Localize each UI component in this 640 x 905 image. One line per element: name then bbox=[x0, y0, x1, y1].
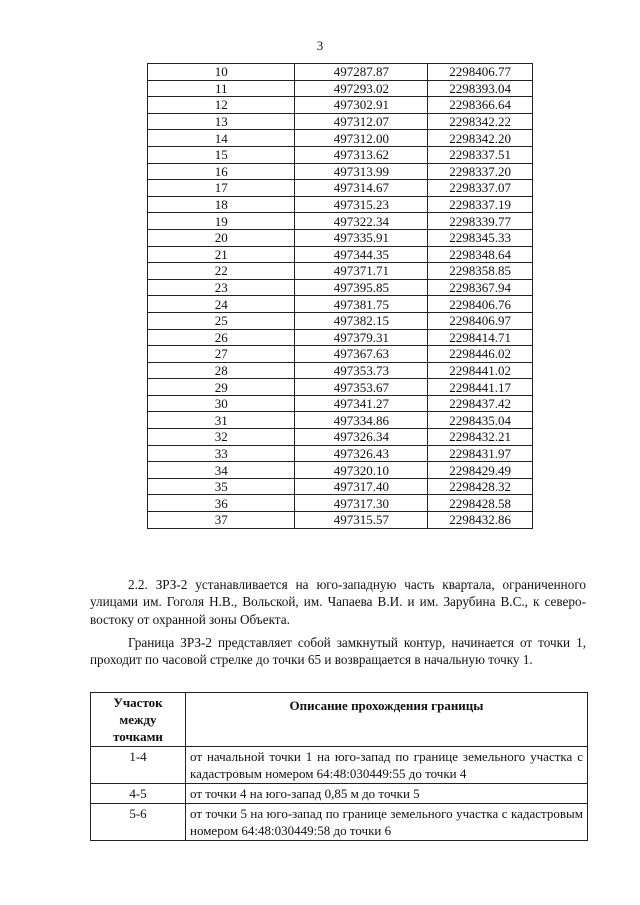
y-coordinate-cell: 2298441.02 bbox=[428, 362, 533, 379]
y-coordinate-cell: 2298437.42 bbox=[428, 395, 533, 412]
table-row bbox=[148, 263, 533, 280]
x-coordinate-cell: 497313.62 bbox=[295, 146, 428, 163]
table-row bbox=[148, 97, 533, 114]
y-coordinate-cell: 2298446.02 bbox=[428, 346, 533, 363]
y-coordinate-cell: 2298432.86 bbox=[428, 512, 533, 529]
point-number-cell: 33 bbox=[148, 445, 295, 462]
point-number-cell: 25 bbox=[148, 312, 295, 329]
segment-cell: 1-4 bbox=[91, 747, 186, 784]
table-row bbox=[148, 64, 533, 81]
page-number: 3 bbox=[316, 38, 324, 53]
table-row bbox=[148, 362, 533, 379]
x-coordinate-cell: 497320.10 bbox=[295, 462, 428, 479]
table-row bbox=[91, 784, 588, 804]
y-coordinate-cell: 2298432.21 bbox=[428, 429, 533, 446]
y-coordinate-cell: 2298406.77 bbox=[428, 64, 533, 81]
point-number-cell: 27 bbox=[148, 346, 295, 363]
table-row bbox=[148, 279, 533, 296]
point-number-cell: 13 bbox=[148, 113, 295, 130]
y-coordinate-cell: 2298337.07 bbox=[428, 180, 533, 197]
table-header-row bbox=[91, 693, 588, 747]
point-number-cell: 18 bbox=[148, 196, 295, 213]
x-coordinate-cell: 497313.99 bbox=[295, 163, 428, 180]
x-coordinate-cell: 497395.85 bbox=[295, 279, 428, 296]
x-coordinate-cell: 497326.34 bbox=[295, 429, 428, 446]
table-row bbox=[148, 229, 533, 246]
y-coordinate-cell: 2298406.97 bbox=[428, 312, 533, 329]
x-coordinate-cell: 497302.91 bbox=[295, 97, 428, 114]
table-row bbox=[148, 296, 533, 313]
x-coordinate-cell: 497381.75 bbox=[295, 296, 428, 313]
table-row bbox=[148, 213, 533, 230]
x-coordinate-cell: 497379.31 bbox=[295, 329, 428, 346]
y-coordinate-cell: 2298429.49 bbox=[428, 462, 533, 479]
y-coordinate-cell: 2298339.77 bbox=[428, 213, 533, 230]
point-number-cell: 15 bbox=[148, 146, 295, 163]
y-coordinate-cell: 2298441.17 bbox=[428, 379, 533, 396]
header-segment: Участок между точками bbox=[91, 693, 186, 747]
y-coordinate-cell: 2298428.58 bbox=[428, 495, 533, 512]
y-coordinate-cell: 2298393.04 bbox=[428, 80, 533, 97]
y-coordinate-cell: 2298342.22 bbox=[428, 113, 533, 130]
table-row bbox=[148, 346, 533, 363]
point-number-cell: 11 bbox=[148, 80, 295, 97]
paragraph-zrz2-location: 2.2. ЗРЗ-2 устанавливается на юго-западную часть квартала, ограниченного улицами им. Гоголя Н.В., Вольской, им. Чапаева В.И. и им. Зарубина В.С., к северо-востоку от охранной зоны Объекта. bbox=[90, 577, 586, 627]
table-row bbox=[148, 113, 533, 130]
point-number-cell: 35 bbox=[148, 478, 295, 495]
point-number-cell: 19 bbox=[148, 213, 295, 230]
y-coordinate-cell: 2298337.51 bbox=[428, 146, 533, 163]
x-coordinate-cell: 497312.00 bbox=[295, 130, 428, 147]
header-description: Описание прохождения границы bbox=[186, 693, 588, 747]
x-coordinate-cell: 497315.57 bbox=[295, 512, 428, 529]
x-coordinate-cell: 497382.15 bbox=[295, 312, 428, 329]
x-coordinate-cell: 497344.35 bbox=[295, 246, 428, 263]
table-row bbox=[148, 80, 533, 97]
y-coordinate-cell: 2298366.64 bbox=[428, 97, 533, 114]
x-coordinate-cell: 497367.63 bbox=[295, 346, 428, 363]
table-row bbox=[148, 445, 533, 462]
y-coordinate-cell: 2298358.85 bbox=[428, 263, 533, 280]
y-coordinate-cell: 2298337.20 bbox=[428, 163, 533, 180]
point-number-cell: 23 bbox=[148, 279, 295, 296]
table-row bbox=[91, 804, 588, 841]
y-coordinate-cell: 2298345.33 bbox=[428, 229, 533, 246]
x-coordinate-cell: 497287.87 bbox=[295, 64, 428, 81]
table-row bbox=[148, 412, 533, 429]
table-row bbox=[148, 180, 533, 197]
x-coordinate-cell: 497353.67 bbox=[295, 379, 428, 396]
table-row bbox=[148, 478, 533, 495]
y-coordinate-cell: 2298367.94 bbox=[428, 279, 533, 296]
x-coordinate-cell: 497326.43 bbox=[295, 445, 428, 462]
x-coordinate-cell: 497293.02 bbox=[295, 80, 428, 97]
table-row bbox=[148, 196, 533, 213]
table-row bbox=[91, 747, 588, 784]
point-number-cell: 12 bbox=[148, 97, 295, 114]
point-number-cell: 37 bbox=[148, 512, 295, 529]
point-number-cell: 29 bbox=[148, 379, 295, 396]
point-number-cell: 20 bbox=[148, 229, 295, 246]
table-row bbox=[148, 146, 533, 163]
y-coordinate-cell: 2298428.32 bbox=[428, 478, 533, 495]
boundary-description-table bbox=[90, 692, 588, 841]
y-coordinate-cell: 2298414.71 bbox=[428, 329, 533, 346]
y-coordinate-cell: 2298435.04 bbox=[428, 412, 533, 429]
table-row bbox=[148, 130, 533, 147]
table-row bbox=[148, 512, 533, 529]
x-coordinate-cell: 497317.40 bbox=[295, 478, 428, 495]
description-cell: от начальной точки 1 на юго-запад по границе земельного участка с кадастровым номером 64:48:030449:55 до точки 4 bbox=[186, 747, 588, 784]
x-coordinate-cell: 497371.71 bbox=[295, 263, 428, 280]
table-row bbox=[148, 246, 533, 263]
x-coordinate-cell: 497322.34 bbox=[295, 213, 428, 230]
description-cell: от точки 5 на юго-запад по границе земельного участка с кадастровым номером 64:48:030449:58 до точки 6 bbox=[186, 804, 588, 841]
table-row bbox=[148, 163, 533, 180]
description-cell: от точки 4 на юго-запад 0,85 м до точки 5 bbox=[186, 784, 588, 804]
point-number-cell: 34 bbox=[148, 462, 295, 479]
point-number-cell: 10 bbox=[148, 64, 295, 81]
point-number-cell: 24 bbox=[148, 296, 295, 313]
table-row bbox=[148, 379, 533, 396]
point-number-cell: 31 bbox=[148, 412, 295, 429]
x-coordinate-cell: 497315.23 bbox=[295, 196, 428, 213]
x-coordinate-cell: 497335.91 bbox=[295, 229, 428, 246]
segment-cell: 5-6 bbox=[91, 804, 186, 841]
y-coordinate-cell: 2298348.64 bbox=[428, 246, 533, 263]
y-coordinate-cell: 2298337.19 bbox=[428, 196, 533, 213]
point-number-cell: 32 bbox=[148, 429, 295, 446]
table-row bbox=[148, 462, 533, 479]
x-coordinate-cell: 497353.73 bbox=[295, 362, 428, 379]
y-coordinate-cell: 2298342.20 bbox=[428, 130, 533, 147]
point-number-cell: 14 bbox=[148, 130, 295, 147]
coordinates-table bbox=[147, 63, 533, 529]
point-number-cell: 28 bbox=[148, 362, 295, 379]
point-number-cell: 30 bbox=[148, 395, 295, 412]
x-coordinate-cell: 497341.27 bbox=[295, 395, 428, 412]
table-row bbox=[148, 395, 533, 412]
x-coordinate-cell: 497312.07 bbox=[295, 113, 428, 130]
x-coordinate-cell: 497314.67 bbox=[295, 180, 428, 197]
point-number-cell: 17 bbox=[148, 180, 295, 197]
y-coordinate-cell: 2298431.97 bbox=[428, 445, 533, 462]
point-number-cell: 16 bbox=[148, 163, 295, 180]
table-row bbox=[148, 495, 533, 512]
table-row bbox=[148, 312, 533, 329]
table-row bbox=[148, 429, 533, 446]
point-number-cell: 36 bbox=[148, 495, 295, 512]
x-coordinate-cell: 497317.30 bbox=[295, 495, 428, 512]
point-number-cell: 22 bbox=[148, 263, 295, 280]
segment-cell: 4-5 bbox=[91, 784, 186, 804]
x-coordinate-cell: 497334.86 bbox=[295, 412, 428, 429]
point-number-cell: 26 bbox=[148, 329, 295, 346]
table-row bbox=[148, 329, 533, 346]
paragraph-zrz2-boundary: Граница ЗРЗ-2 представляет собой замкнутый контур, начинается от точки 1, проходит по часовой стрелке до точки 65 и возвращается в начальную точку 1. bbox=[90, 635, 586, 668]
y-coordinate-cell: 2298406.76 bbox=[428, 296, 533, 313]
point-number-cell: 21 bbox=[148, 246, 295, 263]
